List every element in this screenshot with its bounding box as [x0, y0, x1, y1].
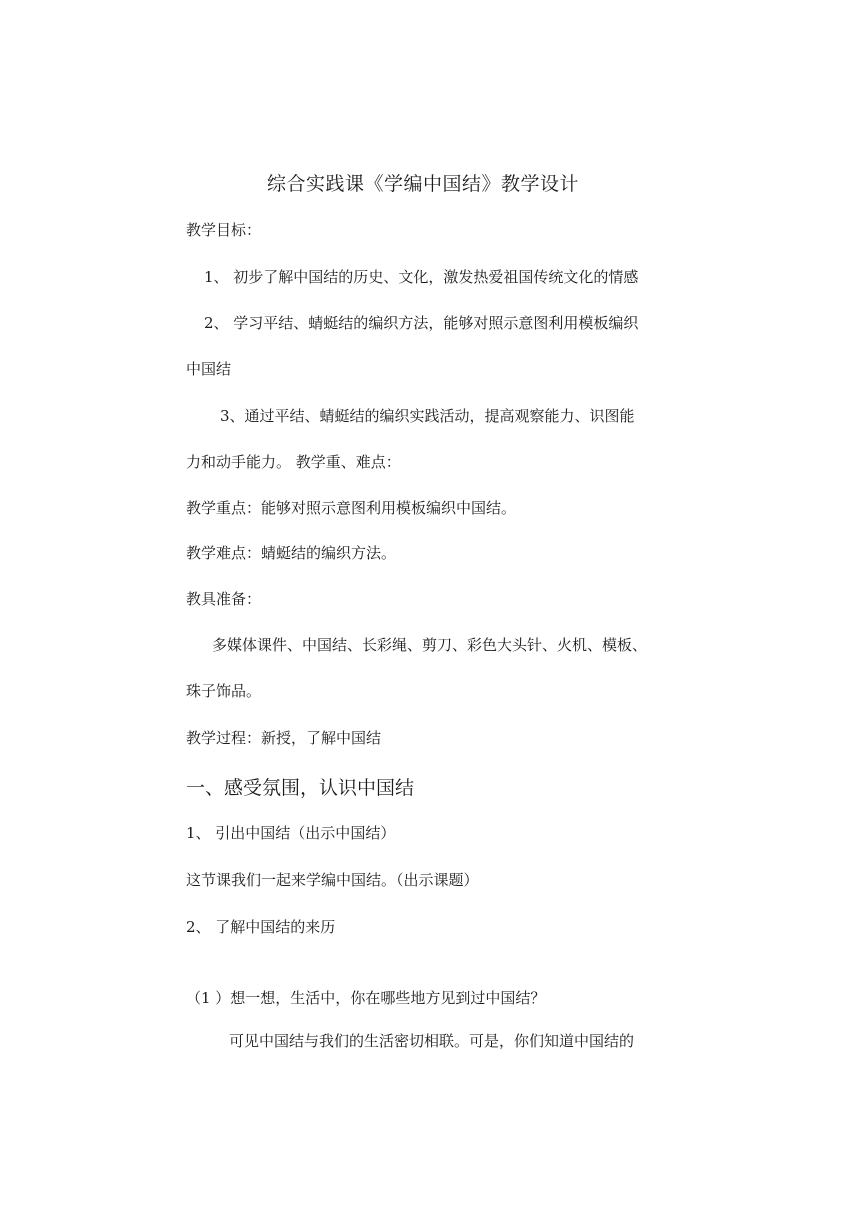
objective-item-3-continued: 力和动手能力。 教学重、难点：	[186, 453, 401, 471]
materials-label: 教具准备：	[186, 590, 262, 608]
objective-item-3: 3、通过平结、蜻蜓结的编织实践活动，提高观察能力、识图能	[220, 407, 635, 425]
objective-item-2-continued: 中国结	[186, 360, 232, 378]
question-1-text: 可见中国结与我们的生活密切相联。可是，你们知道中国结的	[229, 1032, 635, 1050]
section-1-heading: 一、感受氛围，认识中国结	[186, 777, 415, 799]
materials-list: 多媒体课件、中国结、长彩绳、剪刀、彩色大头针、火机、模板、	[212, 636, 648, 654]
document-title: 综合实践课《学编中国结》教学设计	[267, 173, 580, 195]
materials-list-continued: 珠子饰品。	[186, 682, 262, 700]
objective-item-1: 1、 初步了解中国结的历史、文化，激发热爱祖国传统文化的情感	[204, 268, 639, 286]
question-1: （1 ）想一想，生活中，你在哪些地方见到过中国结？	[186, 989, 546, 1007]
process-label: 教学过程：新授，了解中国结	[186, 729, 382, 747]
key-point: 教学重点：能够对照示意图利用模板编织中国结。	[186, 499, 517, 517]
step-1-text: 这节课我们一起来学编中国结。（出示课题）	[186, 871, 479, 889]
objectives-label: 教学目标：	[186, 221, 262, 239]
step-1: 1、 引出中国结（出示中国结）	[186, 824, 396, 842]
difficult-point: 教学难点：蜻蜓结的编织方法。	[186, 544, 397, 562]
step-2: 2、 了解中国结的来历	[186, 918, 336, 936]
objective-item-2: 2、 学习平结、蜻蜓结的编织方法，能够对照示意图利用模板编织	[204, 314, 639, 332]
